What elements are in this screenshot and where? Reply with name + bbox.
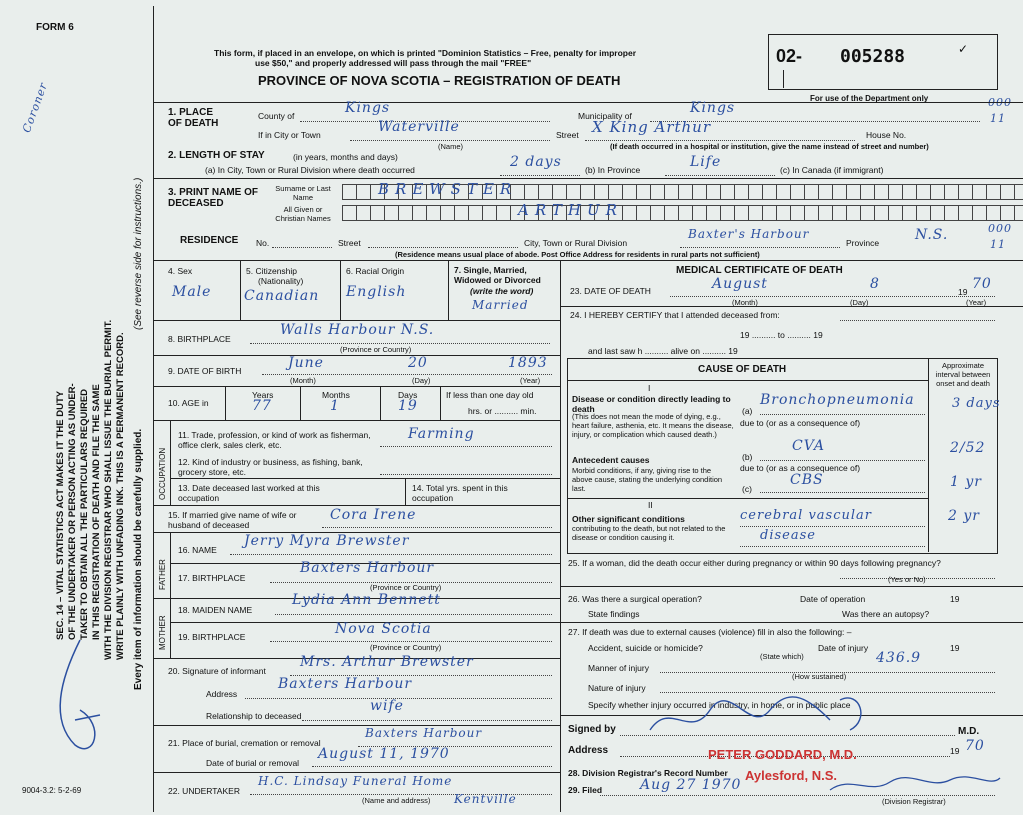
death-month-sub: (Month) <box>732 298 758 307</box>
side-text-5: WITH THE DIVISION REGISTRAR WHO SHALL ISSUE THE BURIAL PERMIT. <box>103 319 114 660</box>
certify-line-2: 19 .......... to .......... 19 <box>740 330 823 340</box>
dob-label: 9. DATE OF BIRTH <box>168 366 242 376</box>
registrar-signature <box>820 770 1010 800</box>
years-label: Years <box>252 390 274 400</box>
citizenship-label: 5. Citizenship <box>246 266 298 276</box>
registrar-label: (Division Registrar) <box>882 797 946 806</box>
industry-label: 12. Kind of industry or business, as fishing, bank, grocery store, etc. <box>178 457 363 477</box>
father-side-label: FATHER <box>158 559 167 590</box>
burial-place-label: 21. Place of burial, cremation or removal <box>168 738 321 748</box>
operation-year: 19 <box>950 594 960 604</box>
less-day-label: If less than one day old <box>446 390 534 400</box>
md-label: M.D. <box>958 726 980 737</box>
death-date-label: 23. DATE OF DEATH <box>570 286 651 296</box>
father-name-value[interactable]: Jerry Myra Brewster <box>244 533 410 549</box>
due-to-1: due to (or as a consequence of) <box>740 418 861 428</box>
occupation-side-label: OCCUPATION <box>158 447 167 500</box>
dept-use: For use of the Department only <box>810 94 929 103</box>
municipality-label: Municipality of <box>578 111 632 121</box>
section-i: I <box>648 383 651 393</box>
certify-label: 24. I HEREBY CERTIFY that I attended deceased from: <box>570 310 780 320</box>
footer-code: 9004-3.2: 5-2-69 <box>22 786 82 795</box>
stay-province-label: (b) In Province <box>585 165 641 175</box>
reg-prefix: 02- <box>776 46 803 66</box>
racial-origin-label: 6. Racial Origin <box>346 266 405 276</box>
section-ii: II <box>648 500 653 510</box>
residence-no-label: No. <box>256 238 270 248</box>
dob-month-sub: (Month) <box>290 376 316 385</box>
print-name-label: 3. PRINT NAME OF DECEASED <box>168 187 259 209</box>
informant-value[interactable]: Mrs. Arthur Brewster <box>300 654 474 670</box>
side-text-1: SEC. 14 – VITAL STATISTICS ACT MAKES IT THE DUTY <box>55 390 66 640</box>
findings-label: State findings <box>588 609 640 619</box>
place-of-death-label: 1. PLACE OF DEATH <box>168 107 219 129</box>
dob-year[interactable]: 1893 <box>508 355 548 371</box>
surgery-label: 26. Was there a surgical operation? <box>568 594 702 604</box>
interval-heading: Approximate interval between onset and death <box>935 361 991 388</box>
filed-label: 29. Filed <box>568 785 603 795</box>
father-birthplace-sub: (Province or Country) <box>370 583 442 592</box>
injury-year: 19 <box>950 643 960 653</box>
cause-c-interval[interactable]: 1 yr <box>950 474 982 490</box>
length-of-stay-label: 2. LENGTH OF STAY <box>168 150 265 161</box>
burial-place-value[interactable]: Baxters Harbour <box>365 726 483 740</box>
death-date-year[interactable]: 70 <box>972 276 992 292</box>
municipality-value[interactable]: Kings <box>690 100 736 116</box>
undertaker-value[interactable]: H.C. Lindsay Funeral Home <box>258 774 453 788</box>
marital-sub: (write the word) <box>470 286 534 296</box>
street-value[interactable]: X King Arthur <box>592 118 712 136</box>
months-label: Months <box>322 390 350 400</box>
hrs-min-label: hrs. or .......... min. <box>468 406 537 416</box>
trade-value[interactable]: Farming <box>408 426 475 442</box>
cause-a-label: (a) <box>742 406 753 416</box>
relationship-value[interactable]: wife <box>370 698 404 714</box>
notice-line-1: This form, if placed in an envelope, on which is printed "Dominion Statistics – Free, penalty for improper <box>214 48 637 58</box>
injury-date-label: Date of injury <box>818 643 869 653</box>
due-to-2: due to (or as a consequence of) <box>740 463 861 473</box>
mother-side-label: MOTHER <box>158 615 167 650</box>
birthplace-label: 8. BIRTHPLACE <box>168 334 231 344</box>
father-birthplace-value[interactable]: Baxters Harbour <box>300 560 435 576</box>
burial-date-value[interactable]: August 11, 1970 <box>318 746 450 762</box>
citizenship-sub: (Nationality) <box>258 276 304 286</box>
state-which: (State which) <box>760 652 804 661</box>
record-number-label: 28. Division Registrar's Record Number <box>568 768 728 778</box>
maiden-name-label: 18. MAIDEN NAME <box>178 605 253 615</box>
length-of-stay-sub: (in years, months and days) <box>293 152 398 162</box>
stay-province-value[interactable]: Life <box>690 154 722 170</box>
marital-label: 7. Single, Married, Widowed or Divorced <box>454 265 541 285</box>
doctor-stamp-name: PETER GODDARD, M.D. <box>708 747 857 762</box>
citizenship-value[interactable]: Canadian <box>244 288 320 304</box>
death-year-prefix: 19 <box>958 287 968 297</box>
total-years-label: 14. Total yrs. spent in this occupation <box>412 483 508 503</box>
address-year-prefix: 19 <box>950 746 960 756</box>
sex-value[interactable]: Male <box>172 284 212 300</box>
doctor-stamp-place: Aylesford, N.S. <box>745 768 837 783</box>
dept-code-1: 000 <box>988 96 1012 109</box>
father-birthplace-label: 17. BIRTHPLACE <box>178 573 246 583</box>
age-label: 10. AGE in <box>168 398 209 408</box>
dept-code-2: 000 <box>988 222 1012 235</box>
side-text-6: WRITE PLAINLY WITH UNFADING INK. THIS IS A PERMANENT RECORD. <box>115 332 126 660</box>
surname-label: Surname or Last Name <box>275 184 331 202</box>
address-year: 70 <box>965 738 985 754</box>
cause-b-label: (b) <box>742 452 753 462</box>
autopsy-label: Was there an autopsy? <box>842 609 930 619</box>
cause-b-value[interactable]: CVA <box>792 438 825 454</box>
residence-note: (Residence means usual place of abode. Post Office Address for residents in rural parts not sufficient) <box>395 250 760 259</box>
side-text-8: (See reverse side for instructions.) <box>133 177 144 330</box>
undertaker-sub: (Name and address) <box>362 796 431 805</box>
given-name-cells[interactable] <box>342 205 1023 221</box>
cause-a-value[interactable]: Bronchopneumonia <box>760 392 915 408</box>
mother-birthplace-label: 19. BIRTHPLACE <box>178 632 246 642</box>
certify-line-3: and last saw h .......... alive on .......... 19 <box>588 346 738 356</box>
other-condition-2[interactable]: disease <box>760 528 816 543</box>
dob-year-sub: (Year) <box>520 376 541 385</box>
cause-a-interval[interactable]: 3 days <box>952 396 1001 411</box>
undertaker-label: 22. UNDERTAKER <box>168 786 240 796</box>
mother-birthplace-value[interactable]: Nova Scotia <box>335 621 432 637</box>
spouse-value[interactable]: Cora Irene <box>330 507 417 523</box>
hospital-note: (If death occurred in a hospital or institution, give the name instead of street and number) <box>610 142 929 151</box>
reg-check: ✓ <box>958 42 969 56</box>
death-year-sub: (Year) <box>966 298 987 307</box>
sex-label: 4. Sex <box>168 266 193 276</box>
nature-label: Nature of injury <box>588 683 646 693</box>
death-date-day[interactable]: 8 <box>870 276 880 292</box>
undertaker-town[interactable]: Kentville <box>454 792 517 806</box>
city-label: If in City or Town <box>258 130 321 140</box>
informant-address-value[interactable]: Baxters Harbour <box>278 676 413 692</box>
antecedent-note: Morbid conditions, if any, giving rise to the above cause, stating the underlying condition last. <box>572 466 723 493</box>
informant-label: 20. Signature of informant <box>168 666 266 676</box>
reg-number: 005288 <box>840 46 906 67</box>
residence-value[interactable]: Baxter's Harbour <box>688 227 810 241</box>
dob-day[interactable]: 20 <box>408 355 428 371</box>
stay-city-label: (a) In City, Town or Rural Division where death occurred <box>205 165 415 175</box>
stay-city-value[interactable]: 2 days <box>510 154 562 170</box>
external-causes-label: 27. If death was due to external causes (violence) fill in also the following: – <box>568 627 852 637</box>
relationship-label: Relationship to deceased <box>206 711 302 721</box>
pregnancy-yes-no: (Yes or No) <box>888 575 926 584</box>
father-name-label: 16. NAME <box>178 545 217 555</box>
disease-label: Disease or condition directly leading to death <box>572 394 731 414</box>
side-text-7: Every item of information should be carefully supplied. <box>133 428 144 690</box>
racial-origin-value[interactable]: English <box>346 284 407 300</box>
registrar-scribble <box>20 620 130 770</box>
spouse-label: 15. If married give name of wife or husband of deceased <box>168 510 297 530</box>
given-names-label: All Given or Christian Names <box>275 205 331 223</box>
death-day-sub: (Day) <box>850 298 869 307</box>
address-label: Address <box>568 745 609 756</box>
how-sustained: (How sustained) <box>792 672 847 681</box>
dob-day-sub: (Day) <box>412 376 431 385</box>
form-title: PROVINCE OF NOVA SCOTIA – REGISTRATION OF DEATH <box>258 73 621 88</box>
side-text-2: OF THE UNDERTAKER OR PERSON ACTING AS UNDER- <box>67 383 78 640</box>
years-value[interactable]: 77 <box>252 398 272 414</box>
form-number: FORM 6 <box>36 22 74 33</box>
days-value[interactable]: 19 <box>398 398 418 414</box>
birthplace-sub: (Province or Country) <box>340 345 412 354</box>
margin-note: Coroner <box>20 80 51 135</box>
side-text-3: TAKER TO OBTAIN ALL THE PARTICULARS REQUIRED <box>79 388 90 640</box>
dob-month[interactable]: June <box>288 355 324 371</box>
physician-signature <box>630 680 890 750</box>
other-condition-1[interactable]: cerebral vascular <box>740 508 873 523</box>
residence-province-label: Province <box>846 238 880 248</box>
burial-date-label: Date of burial or removal <box>206 758 300 768</box>
residence-label: RESIDENCE <box>180 235 239 246</box>
accident-label: Accident, suicide or homicide? <box>588 643 703 653</box>
manner-label: Manner of injury <box>588 663 649 673</box>
side-text-4: IN THIS REGISTRATION OF DEATH AND FILE THE SAME <box>91 384 102 640</box>
other-interval[interactable]: 2 yr <box>948 508 980 524</box>
cause-c-value[interactable]: CBS <box>790 472 824 488</box>
medical-heading: MEDICAL CERTIFICATE OF DEATH <box>676 265 843 276</box>
residence-street-label: Street <box>338 238 361 248</box>
maiden-name-value[interactable]: Lydia Ann Bennett <box>292 592 441 608</box>
cause-c-label: (c) <box>742 484 752 494</box>
death-date-month[interactable]: August <box>712 276 768 292</box>
injury-code: 436.9 <box>876 650 922 666</box>
stay-canada-label: (c) In Canada (if immigrant) <box>780 165 884 175</box>
residence-province-value[interactable]: N.S. <box>915 227 949 243</box>
mother-birthplace-sub: (Province or Country) <box>370 643 442 652</box>
city-name-sub: (Name) <box>438 142 464 151</box>
county-value[interactable]: Kings <box>345 100 391 116</box>
residence-city-label: City, Town or Rural Division <box>524 238 628 248</box>
specify-label: Specify whether injury occurred in industry, in home, or in public place <box>588 700 851 710</box>
filed-date[interactable]: Aug 27 1970 <box>640 777 742 793</box>
antecedent-label: Antecedent causes <box>572 455 650 465</box>
dept-code-2b: 11 <box>990 238 1006 251</box>
informant-address-label: Address <box>206 689 238 699</box>
signed-by-label: Signed by <box>568 724 616 735</box>
marital-value[interactable]: Married <box>472 298 529 312</box>
other-conditions-label: Other significant conditions <box>572 514 685 524</box>
birthplace-value[interactable]: Walls Harbour N.S. <box>280 322 435 338</box>
last-worked-label: 13. Date deceased last worked at this occupation <box>178 483 320 503</box>
other-conditions-note: contributing to the death, but not related to the disease or condition causing it. <box>572 524 726 542</box>
days-label: Days <box>398 390 418 400</box>
months-value[interactable]: 1 <box>330 398 340 414</box>
dept-code-1b: 11 <box>990 112 1006 125</box>
street-label: Street <box>556 130 579 140</box>
pregnancy-label: 25. If a woman, did the death occur either during pregnancy or within 90 days following pregnancy? <box>568 558 941 568</box>
city-value[interactable]: Waterville <box>378 119 460 135</box>
cause-b-interval[interactable]: 2/52 <box>950 440 986 456</box>
county-label: County of <box>258 111 295 121</box>
house-label: House No. <box>866 130 907 140</box>
cause-heading: CAUSE OF DEATH <box>698 364 787 375</box>
disease-note: (This does not mean the mode of dying, e.g., heart failure, asthenia, etc. It means the disease, injury, or complication which caused death.) <box>572 412 734 439</box>
given-name-value[interactable]: ARTHUR <box>518 201 623 219</box>
trade-label: 11. Trade, profession, or kind of work as fisherman, office clerk, sales clerk, etc. <box>178 430 371 450</box>
operation-date-label: Date of operation <box>800 594 866 604</box>
notice-line-2: use $50," and properly addressed will pass through the mail "FREE" <box>255 58 532 68</box>
surname-value[interactable]: BREWSTER <box>378 180 518 198</box>
